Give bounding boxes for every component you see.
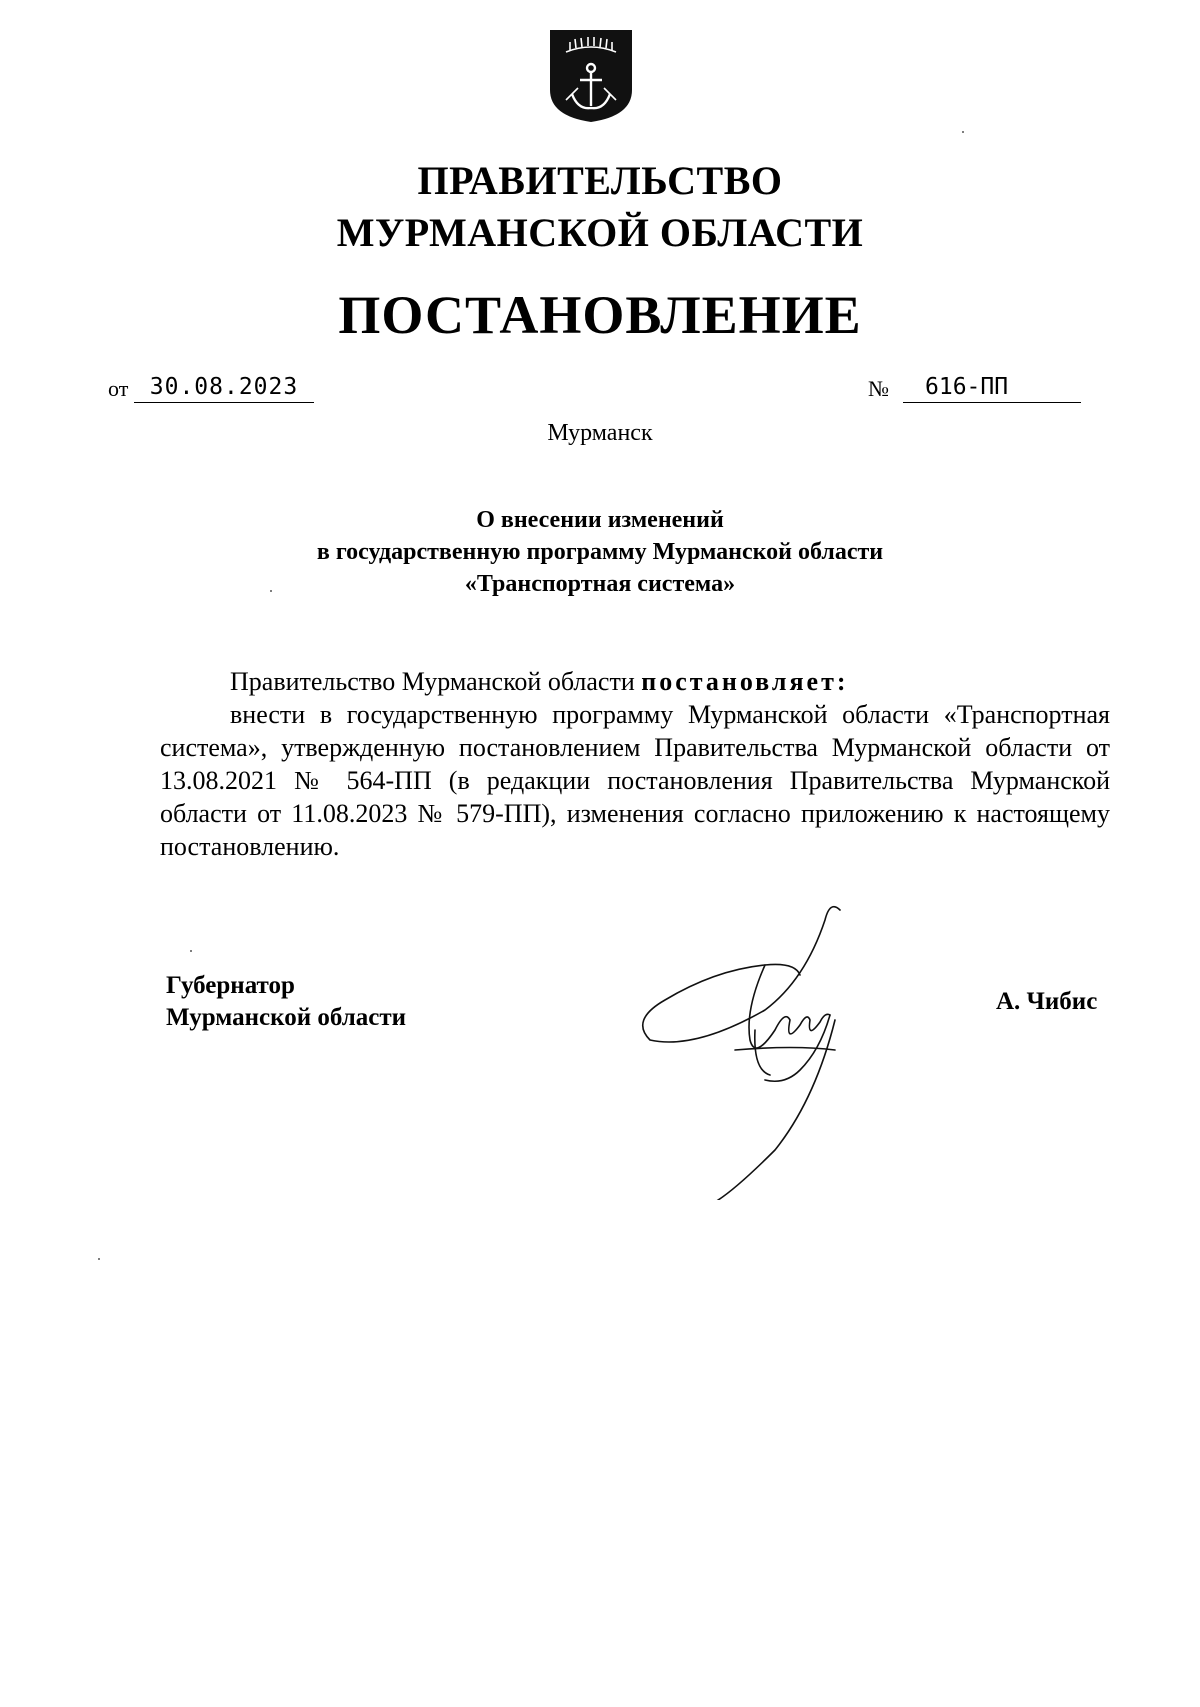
decree-intro-text: Правительство Мурманской области [230,667,635,696]
decree-text: внести в государственную программу Мурманской области «Транспортная система», утвержденную постановлением Правительства Мурманской области от 13.08.2021 № 564-ПП (в редакции постановления Правительства Мурманской области от 11.08.2023 № 579-ПП), изменения согласно приложению к настоящему постановлению. [160,700,1110,861]
document-date: 30.08.2023 [134,372,314,403]
city: Мурманск [547,420,653,446]
organization-title-line1: ПРАВИТЕЛЬСТВО [417,158,783,203]
organization-title-line2: МУРМАНСКОЙ ОБЛАСТИ [336,210,864,255]
signatory-title-line2: Мурманской области [166,1004,407,1031]
signatory-title-line1: Губернатор [166,972,295,999]
document-number: 616-ПП [903,372,1081,403]
number-sign: № [868,376,889,401]
signatory-name: А. Чибис [996,988,1098,1015]
scan-speck [98,1258,100,1260]
handwritten-signature [635,900,915,1200]
decree-intro [160,665,1110,698]
scan-speck [962,131,964,133]
scan-speck [270,590,272,592]
scan-speck [190,950,192,952]
signatory-title [166,970,406,1034]
coat-of-arms-emblem [548,28,634,124]
subject-line1: О внесении изменений [476,507,724,533]
subject-line2: в государственную программу Мурманской области [316,539,884,565]
date-prefix: от [108,376,129,401]
decree-verb: постановляет: [641,667,849,696]
subject-line3: «Транспортная система» [464,571,736,597]
document-subject [0,504,1200,600]
document-type: ПОСТАНОВЛЕНИЕ [338,285,862,345]
organization-title [0,155,1200,259]
document-body [160,665,1110,863]
